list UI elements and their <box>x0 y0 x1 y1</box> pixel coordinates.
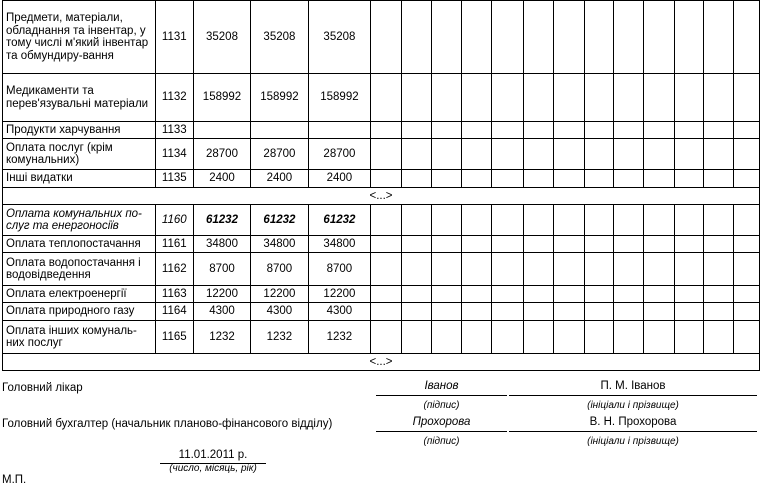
empty-cell <box>734 253 760 286</box>
row-code: 1165 <box>155 321 193 354</box>
empty-cell <box>462 321 492 354</box>
row-value-3: 34800 <box>308 236 371 253</box>
empty-cell <box>431 286 462 303</box>
empty-cell <box>584 205 614 236</box>
row-value-2: 35208 <box>251 1 308 74</box>
empty-cell <box>524 122 554 139</box>
table-row <box>3 253 760 286</box>
row-name: Предмети, матеріали, обладнання та інвентар, у тому числі м'який інвентар та обмундиру-вання <box>3 1 156 74</box>
empty-cell <box>401 139 431 170</box>
empty-cell <box>524 1 554 74</box>
empty-cell <box>524 170 554 188</box>
row-value-3: 2400 <box>308 170 371 188</box>
empty-cell <box>524 253 554 286</box>
empty-cell <box>371 122 402 139</box>
empty-cell <box>462 122 492 139</box>
empty-cell <box>584 122 614 139</box>
empty-cell <box>553 321 584 354</box>
empty-cell <box>371 321 402 354</box>
empty-cell <box>614 139 644 170</box>
empty-cell <box>553 139 584 170</box>
empty-cell <box>371 286 402 303</box>
accountant-name: В. Н. Прохорова <box>509 416 757 432</box>
row-value-1: 12200 <box>193 286 250 303</box>
empty-cell <box>431 74 462 122</box>
empty-cell <box>704 253 734 286</box>
row-value-2: 34800 <box>251 236 308 253</box>
row-code: 1163 <box>155 286 193 303</box>
empty-cell <box>553 74 584 122</box>
empty-cell <box>704 139 734 170</box>
empty-cell <box>492 286 524 303</box>
empty-cell <box>462 205 492 236</box>
empty-cell <box>401 236 431 253</box>
empty-cell <box>734 303 760 321</box>
empty-cell <box>401 286 431 303</box>
empty-cell <box>401 303 431 321</box>
empty-cell <box>462 170 492 188</box>
table-row <box>3 303 760 321</box>
empty-cell <box>431 122 462 139</box>
empty-cell <box>674 286 704 303</box>
empty-cell <box>704 205 734 236</box>
empty-cell <box>674 139 704 170</box>
row-value-3 <box>308 122 371 139</box>
row-value-2: 12200 <box>251 286 308 303</box>
row-code: 1133 <box>155 122 193 139</box>
empty-cell <box>734 236 760 253</box>
empty-cell <box>674 1 704 74</box>
row-code: 1131 <box>155 1 193 74</box>
empty-cell <box>401 1 431 74</box>
empty-cell <box>371 1 402 74</box>
empty-cell <box>401 122 431 139</box>
chief-doctor-name-hint: (ініціали і прізвище) <box>587 400 679 411</box>
row-code: 1135 <box>155 170 193 188</box>
empty-cell <box>553 205 584 236</box>
empty-cell <box>643 139 674 170</box>
empty-cell <box>674 236 704 253</box>
empty-cell <box>584 170 614 188</box>
row-value-3: 158992 <box>308 74 371 122</box>
row-code: 1134 <box>155 139 193 170</box>
row-name: Оплата інших комуналь-них послуг <box>3 321 156 354</box>
empty-cell <box>492 74 524 122</box>
empty-cell <box>492 1 524 74</box>
row-name: Медикаменти та перев'язувальні матеріали <box>3 74 156 122</box>
empty-cell <box>524 321 554 354</box>
omitted-rows <box>3 354 760 371</box>
row-value-2: 158992 <box>251 74 308 122</box>
table-row <box>3 286 760 303</box>
row-name: Оплата теплопостачання <box>3 236 156 253</box>
row-code: 1160 <box>155 205 193 236</box>
row-name: Оплата природного газу <box>3 303 156 321</box>
chief-doctor-signature: Іванов <box>376 380 507 396</box>
empty-cell <box>614 286 644 303</box>
empty-cell <box>614 303 644 321</box>
empty-cell <box>431 139 462 170</box>
empty-cell <box>704 74 734 122</box>
stamp-place: М.П. <box>2 474 27 486</box>
empty-cell <box>704 1 734 74</box>
empty-cell <box>553 122 584 139</box>
empty-cell <box>553 236 584 253</box>
empty-cell <box>584 253 614 286</box>
chief-doctor-name: П. М. Іванов <box>509 380 757 396</box>
empty-cell <box>643 286 674 303</box>
empty-cell <box>614 74 644 122</box>
empty-cell <box>734 321 760 354</box>
empty-cell <box>674 170 704 188</box>
empty-cell <box>734 170 760 188</box>
empty-cell <box>431 253 462 286</box>
row-value-3: 61232 <box>308 205 371 236</box>
accountant-signature: Прохорова <box>376 416 507 432</box>
empty-cell <box>371 253 402 286</box>
empty-cell <box>704 303 734 321</box>
empty-cell <box>704 236 734 253</box>
accountant-sign-hint: (підпис) <box>423 436 460 447</box>
empty-cell <box>492 122 524 139</box>
empty-cell <box>492 205 524 236</box>
empty-cell <box>643 236 674 253</box>
row-value-3: 28700 <box>308 139 371 170</box>
empty-cell <box>462 1 492 74</box>
row-value-1: 2400 <box>193 170 250 188</box>
row-name: Продукти харчування <box>3 122 156 139</box>
empty-cell <box>492 170 524 188</box>
row-name: Оплата послуг (крім комунальних) <box>3 139 156 170</box>
row-value-1: 1232 <box>193 321 250 354</box>
empty-cell <box>524 303 554 321</box>
row-value-3: 1232 <box>308 321 371 354</box>
row-value-3: 35208 <box>308 1 371 74</box>
table-row <box>3 170 760 188</box>
accountant-label: Головний бухгалтер (начальник планово-фінансового відділу) <box>2 418 333 430</box>
empty-cell <box>584 321 614 354</box>
empty-cell <box>553 286 584 303</box>
empty-cell <box>704 321 734 354</box>
table-row <box>3 321 760 354</box>
empty-cell <box>704 286 734 303</box>
row-value-3: 8700 <box>308 253 371 286</box>
empty-cell <box>734 205 760 236</box>
empty-cell <box>584 139 614 170</box>
empty-cell <box>431 170 462 188</box>
empty-cell <box>674 205 704 236</box>
empty-cell <box>371 170 402 188</box>
date-hint: (число, місяць, рік) <box>169 463 257 474</box>
empty-cell <box>643 321 674 354</box>
row-value-1: 8700 <box>193 253 250 286</box>
empty-cell <box>614 122 644 139</box>
empty-cell <box>553 1 584 74</box>
row-name: Оплата водопостачання і водовідведення <box>3 253 156 286</box>
empty-cell <box>524 74 554 122</box>
empty-cell <box>704 122 734 139</box>
row-value-1 <box>193 122 250 139</box>
row-value-3: 4300 <box>308 303 371 321</box>
empty-cell <box>614 253 644 286</box>
empty-cell <box>401 205 431 236</box>
empty-cell <box>462 139 492 170</box>
empty-cell <box>734 139 760 170</box>
row-value-2: 61232 <box>251 205 308 236</box>
row-value-2 <box>251 122 308 139</box>
empty-cell <box>401 253 431 286</box>
omitted-rows <box>3 188 760 205</box>
table-row <box>3 74 760 122</box>
row-value-2: 1232 <box>251 321 308 354</box>
empty-cell <box>401 170 431 188</box>
table-row <box>3 122 760 139</box>
empty-cell <box>674 303 704 321</box>
empty-cell <box>584 236 614 253</box>
chief-doctor-sign-hint: (підпис) <box>423 400 460 411</box>
empty-cell <box>431 236 462 253</box>
row-code: 1161 <box>155 236 193 253</box>
row-code: 1162 <box>155 253 193 286</box>
row-code: 1132 <box>155 74 193 122</box>
empty-cell <box>614 1 644 74</box>
empty-cell <box>734 286 760 303</box>
empty-cell <box>553 253 584 286</box>
accountant-name-hint: (ініціали і прізвище) <box>587 436 679 447</box>
empty-cell <box>734 74 760 122</box>
empty-cell <box>614 205 644 236</box>
empty-cell <box>553 303 584 321</box>
chief-doctor-label: Головний лікар <box>2 382 83 394</box>
row-value-2: 8700 <box>251 253 308 286</box>
empty-cell <box>371 236 402 253</box>
empty-cell <box>371 205 402 236</box>
empty-cell <box>524 286 554 303</box>
empty-cell <box>643 205 674 236</box>
empty-cell <box>643 303 674 321</box>
row-value-1: 35208 <box>193 1 250 74</box>
empty-cell <box>462 74 492 122</box>
row-value-2: 2400 <box>251 170 308 188</box>
empty-cell <box>584 286 614 303</box>
empty-cell <box>492 321 524 354</box>
row-name: Оплата комунальних по-слуг та енергоносіїв <box>3 205 156 236</box>
omitted-rows-marker: <...> <box>3 188 760 205</box>
empty-cell <box>431 205 462 236</box>
empty-cell <box>643 122 674 139</box>
empty-cell <box>584 74 614 122</box>
empty-cell <box>674 74 704 122</box>
signing-date: 11.01.2011 р. <box>160 449 266 464</box>
empty-cell <box>462 253 492 286</box>
row-value-1: 28700 <box>193 139 250 170</box>
empty-cell <box>401 321 431 354</box>
empty-cell <box>371 303 402 321</box>
empty-cell <box>462 286 492 303</box>
empty-cell <box>401 74 431 122</box>
empty-cell <box>584 1 614 74</box>
empty-cell <box>524 139 554 170</box>
row-value-2: 28700 <box>251 139 308 170</box>
row-value-1: 158992 <box>193 74 250 122</box>
empty-cell <box>431 303 462 321</box>
row-value-2: 4300 <box>251 303 308 321</box>
empty-cell <box>674 122 704 139</box>
empty-cell <box>431 321 462 354</box>
estimate-table <box>2 0 760 371</box>
row-name: Інші видатки <box>3 170 156 188</box>
table-row <box>3 1 760 74</box>
table-row <box>3 236 760 253</box>
empty-cell <box>462 236 492 253</box>
empty-cell <box>614 236 644 253</box>
empty-cell <box>643 74 674 122</box>
row-value-1: 61232 <box>193 205 250 236</box>
empty-cell <box>704 170 734 188</box>
empty-cell <box>553 170 584 188</box>
empty-cell <box>614 321 644 354</box>
empty-cell <box>462 303 492 321</box>
empty-cell <box>492 303 524 321</box>
row-value-3: 12200 <box>308 286 371 303</box>
empty-cell <box>492 139 524 170</box>
empty-cell <box>431 1 462 74</box>
empty-cell <box>584 303 614 321</box>
row-code: 1164 <box>155 303 193 321</box>
empty-cell <box>734 1 760 74</box>
empty-cell <box>492 236 524 253</box>
empty-cell <box>674 321 704 354</box>
empty-cell <box>674 253 704 286</box>
row-value-1: 4300 <box>193 303 250 321</box>
empty-cell <box>524 205 554 236</box>
empty-cell <box>643 1 674 74</box>
empty-cell <box>734 122 760 139</box>
empty-cell <box>371 139 402 170</box>
table-row <box>3 139 760 170</box>
empty-cell <box>643 170 674 188</box>
empty-cell <box>492 253 524 286</box>
empty-cell <box>371 74 402 122</box>
empty-cell <box>614 170 644 188</box>
empty-cell <box>524 236 554 253</box>
table-row <box>3 205 760 236</box>
omitted-rows-marker: <...> <box>3 354 760 371</box>
empty-cell <box>643 253 674 286</box>
row-value-1: 34800 <box>193 236 250 253</box>
row-name: Оплата електроенергії <box>3 286 156 303</box>
